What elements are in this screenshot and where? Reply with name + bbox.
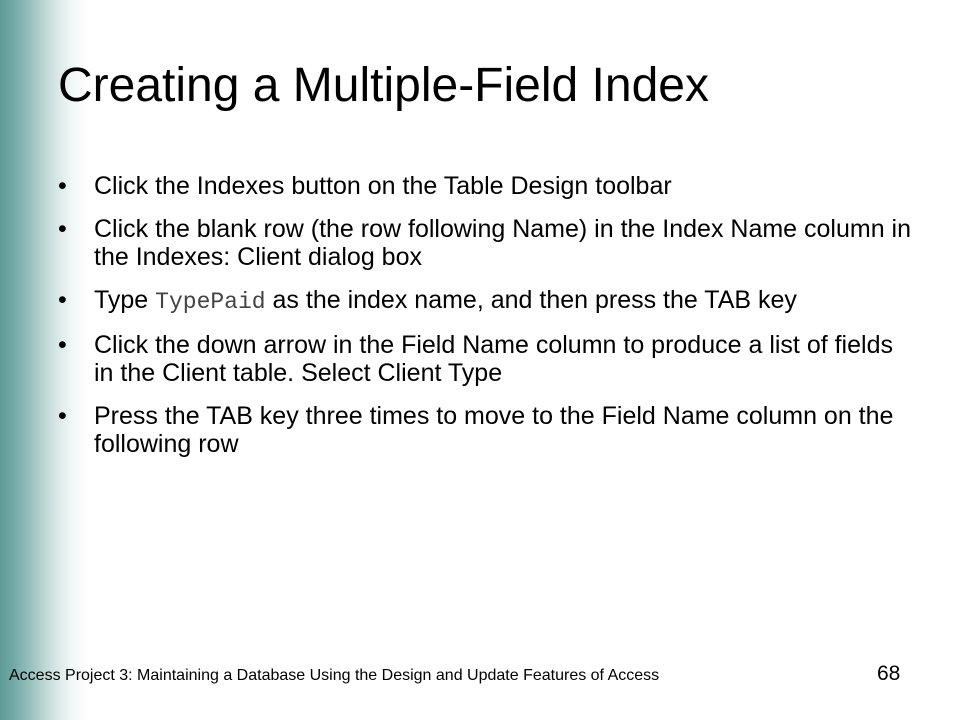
- bullet-list: [58, 172, 918, 473]
- index-name-code: TypePaid: [155, 289, 266, 315]
- slide-title: Creating a Multiple-Field Index: [58, 59, 709, 112]
- bullet-item: [58, 331, 918, 387]
- bullet-item: [58, 402, 918, 458]
- bullet-text: Press the TAB key three times to move to the Field Name column on the following row: [94, 402, 894, 458]
- page-number: 68: [877, 662, 901, 685]
- bullet-icon: •: [58, 402, 67, 430]
- slide-footer: Access Project 3: Maintaining a Database Using the Design and Update Features of Access: [9, 667, 660, 684]
- bullet-text: Click the blank row (the row following Name) in the Index Name column in the Indexes: Client dialog box: [94, 215, 912, 271]
- bullet-icon: •: [58, 331, 67, 359]
- bullet-text: Click the Indexes button on the Table Design toolbar: [94, 172, 672, 200]
- bullet-icon: •: [58, 286, 67, 314]
- bullet-text-prefix: Type: [94, 286, 156, 314]
- bullet-text: Click the down arrow in the Field Name column to produce a list of fields in the Client table. Select Client Type: [94, 331, 893, 387]
- bullet-icon: •: [58, 172, 67, 200]
- bullet-item: [58, 286, 918, 316]
- bullet-icon: •: [58, 215, 67, 243]
- bullet-item: [58, 172, 918, 200]
- bullet-item: [58, 215, 918, 271]
- bullet-text-suffix: as the index name, and then press the TAB key: [265, 286, 797, 314]
